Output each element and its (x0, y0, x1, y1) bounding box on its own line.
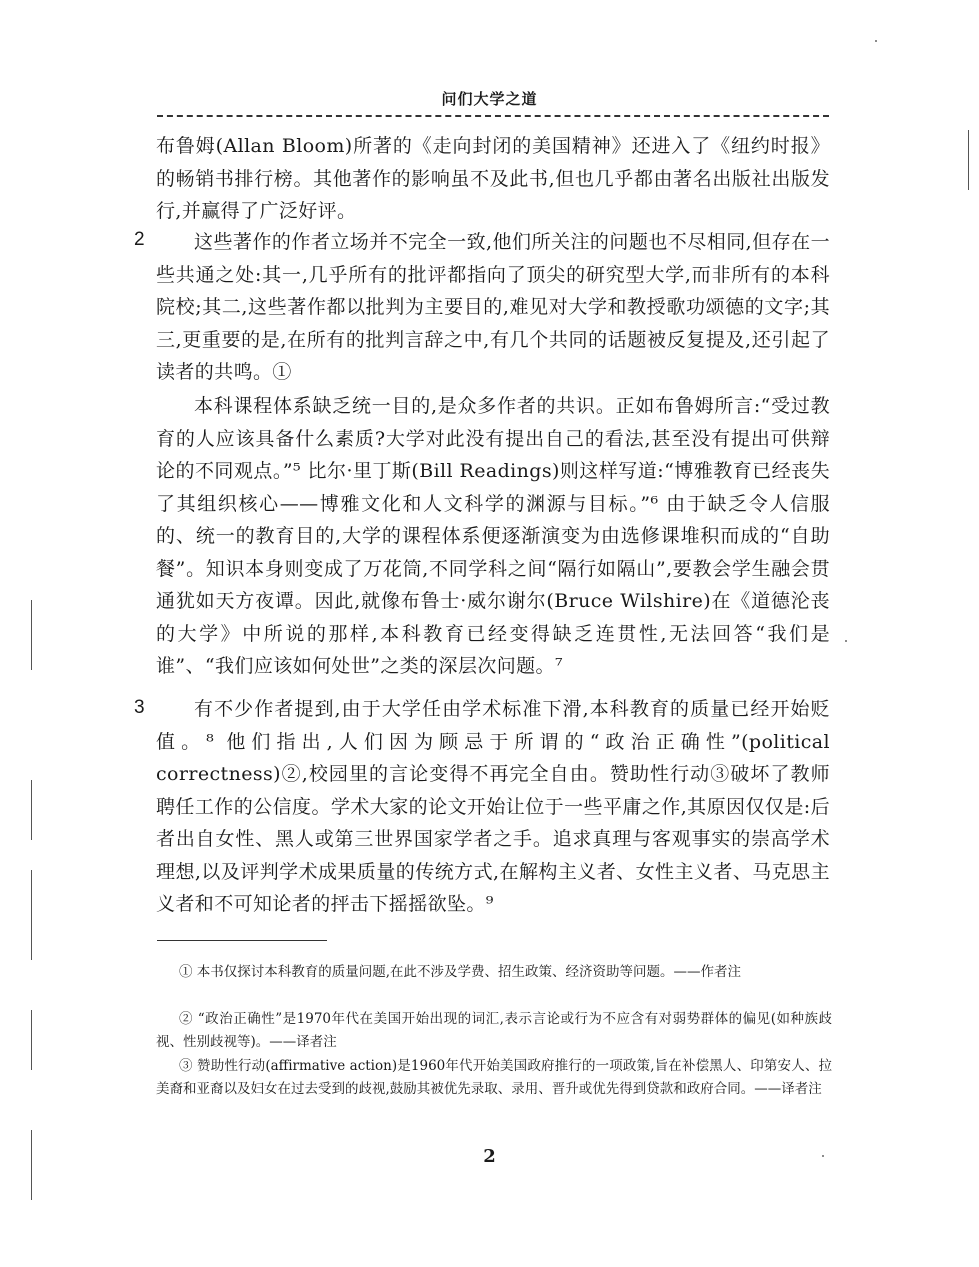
footnote-mark: ① (178, 964, 193, 980)
scan-speck (845, 640, 847, 642)
running-header: 问们大学之道 (441, 90, 538, 108)
scan-margin-line (31, 870, 32, 960)
scan-margin-line (31, 780, 32, 840)
paragraph-2b: 本科课程体系缺乏统一目的,是众多作者的共识。正如布鲁姆所言:“受过教育的人应该具备什么素质?大学对此没有提出自己的看法,甚至没有提出可供辩论的不同观点。”⁵ 比尔·里丁斯(Bill Readings)则这样写道:“博雅教育已经丧失了其组织核心——博雅文化和人文科学的渊源与目标。”⁶ 由于缺乏令人信服的、统一的教育目的,大学的课程体系便逐渐演变为由选修课堆积而成的“自助餐”。知识本身则变成了万花筒,不同学科之间“隔行如隔山”,要教会学生融会贯通犹如天方夜谭。因此,就像布鲁士·威尔谢尔(Bruce Wilshire)在《道德沦丧的大学》中所说的那样,本科教育已经变得缺乏连贯性,无法回答“我们是谁”、“我们应该如何处世”之类的深层次问题。⁷ (156, 395, 830, 677)
footnote-mark: ③ (178, 1058, 193, 1074)
scan-margin-line (31, 1010, 32, 1070)
footnote-2 (156, 1008, 832, 1054)
paragraph-number: 2 (134, 229, 145, 250)
paragraph-2: 这些著作的作者立场并不完全一致,他们所关注的问题也不尽相同,但存在一些共通之处:其一,几乎所有的批评都指向了顶尖的研究型大学,而非所有的本科院校;其二,这些著作都以批判为主要目的,难见对大学和教授歌功颂德的文字;其三,更重要的是,在所有的批判言辞之中,有几个共同的话题被反复提及,还引起了读者的共鸣。① (156, 231, 830, 383)
paragraph-continued: 布鲁姆(Allan Bloom)所著的《走向封闭的美国精神》还进入了《纽约时报》的畅销书排行榜。其他著作的影响虽不及此书,但也几乎都由著名出版社出版发行,并赢得了广泛好评。 (156, 135, 830, 222)
header-dashed-rule (157, 115, 829, 117)
footnote-1 (156, 961, 832, 984)
footnote-text: 本书仅探讨本科教育的质量问题,在此不涉及学费、招生政策、经济资助等问题。——作者注 (196, 964, 742, 980)
paragraph-3: 有不少作者提到,由于大学任由学术标准下滑,本科教育的质量已经开始贬值。⁸ 他们指出,人们因为顾忌于所谓的“政治正确性”(political correctness)②,校园里的言论变得不再完全自由。赞助性行动③破坏了教师聘任工作的公信度。学术大家的论文开始让位于一些平庸之作,其原因仅仅是:后者出自女性、黑人或第三世界国家学者之手。追求真理与客观事实的崇高学术理想,以及评判学术成果质量的传统方式,在解构主义者、女性主义者、马克思主义者和不可知论者的抨击下摇摇欲坠。⁹ (156, 698, 830, 915)
scan-speck (875, 40, 877, 42)
scan-margin-line (31, 600, 32, 670)
scan-margin-line (968, 130, 969, 190)
footnote-text: 赞助性行动(affirmative action)是1960年代开始美国政府推行的一项政策,旨在补偿黑人、印第安人、拉美裔和亚裔以及妇女在过去受到的歧视,鼓励其被优先录取、录用、晋升或优先得到贷款和政府合同。——译者注 (156, 1058, 833, 1097)
paragraph-number: 3 (134, 697, 145, 718)
footnote-text: “政治正确性”是1970年代在美国开始出现的词汇,表示言论或行为不应含有对弱势群体的偏见(如种族歧视、性别歧视等)。——译者注 (156, 1011, 833, 1050)
scan-margin-line (31, 1130, 32, 1200)
scan-speck (822, 1155, 824, 1157)
page-number: 2 (483, 1146, 496, 1167)
footnote-mark: ② (178, 1011, 193, 1027)
footnote-rule (157, 940, 327, 941)
footnote-3 (156, 1055, 832, 1101)
